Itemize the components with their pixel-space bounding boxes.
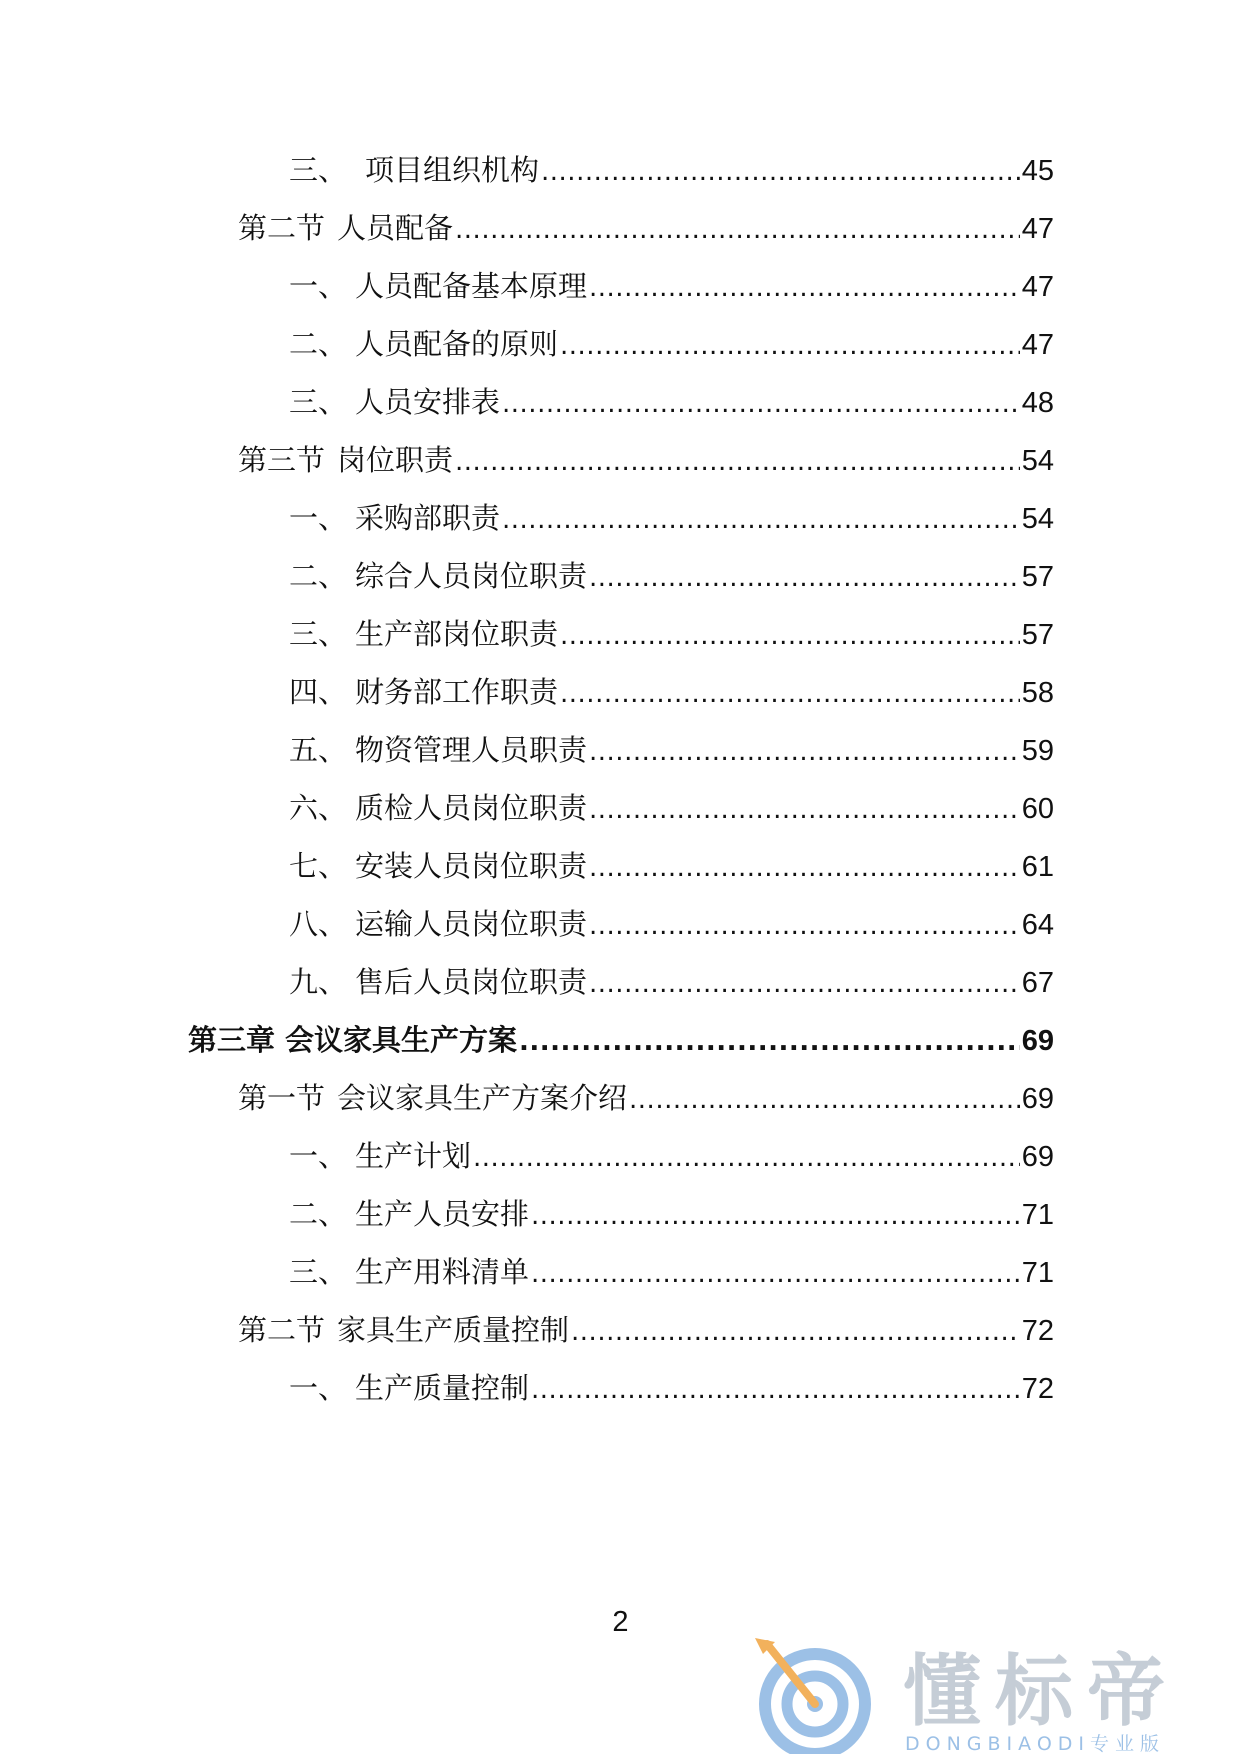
toc-entry-page: 47 — [1021, 213, 1054, 245]
toc-entry-number: 一、 — [289, 501, 348, 535]
toc-entry-page: 71 — [1021, 1199, 1054, 1231]
toc-entry-title: 生产用料清单 — [355, 1255, 530, 1289]
watermark-logo — [745, 1638, 1241, 1754]
toc-entry-number: 一、 — [289, 1139, 348, 1173]
toc-entry-number: 三、 — [289, 617, 348, 651]
toc-entry-title: 物资管理人员职责 — [355, 733, 588, 767]
toc-entry-title: 采购部职责 — [355, 501, 501, 535]
toc-entry[interactable] — [289, 324, 1054, 364]
toc-entry-page: 48 — [1021, 387, 1054, 419]
watermark-subtext: DONGBIAODI专业版 — [905, 1733, 1166, 1754]
toc-entry[interactable] — [289, 614, 1054, 654]
toc-entry-page: 58 — [1021, 677, 1054, 709]
toc-entry[interactable] — [289, 1194, 1054, 1234]
dot-leader — [519, 1022, 1020, 1062]
toc-entry-number: 第三章 — [188, 1023, 276, 1057]
dot-leader — [589, 790, 1020, 830]
toc-entry[interactable] — [289, 1252, 1054, 1292]
toc-entry-chapter[interactable] — [188, 1020, 1054, 1060]
toc-entry-title: 生产人员安排 — [355, 1197, 530, 1231]
toc-entry-title: 安装人员岗位职责 — [355, 849, 588, 883]
toc-entry-title: 会议家具生产方案 — [285, 1023, 518, 1057]
toc-entry-title: 人员配备基本原理 — [355, 269, 588, 303]
toc-entry-page: 69 — [1021, 1025, 1054, 1057]
toc-entry[interactable] — [289, 904, 1054, 944]
toc-entry-title: 财务部工作职责 — [355, 675, 559, 709]
toc-entry-number: 二、 — [289, 1197, 348, 1231]
toc-entry-page: 57 — [1021, 619, 1054, 651]
toc-entry-title: 售后人员岗位职责 — [355, 965, 588, 999]
dot-leader — [560, 616, 1020, 656]
toc-entry-page: 47 — [1021, 329, 1054, 361]
dot-leader — [502, 500, 1020, 540]
toc-entry-title: 项目组织机构 — [365, 153, 540, 187]
toc-entry-number: 五、 — [289, 733, 348, 767]
toc-entry-page: 59 — [1021, 735, 1054, 767]
toc-entry[interactable] — [289, 962, 1054, 1002]
toc-entry-page: 57 — [1021, 561, 1054, 593]
toc-entry-page: 71 — [1021, 1257, 1054, 1289]
dot-leader — [502, 384, 1020, 424]
toc-entry-page: 72 — [1021, 1315, 1054, 1347]
toc-entry[interactable] — [289, 556, 1054, 596]
page-number: 2 — [612, 1606, 629, 1638]
toc-entry-number: 第二节 — [238, 1313, 326, 1347]
toc-entry[interactable] — [289, 846, 1054, 886]
toc-entry-page: 60 — [1021, 793, 1054, 825]
toc-entry[interactable] — [289, 730, 1054, 770]
toc-entry-page: 54 — [1021, 445, 1054, 477]
toc-entry-title: 会议家具生产方案介绍 — [337, 1081, 628, 1115]
toc-entry-title: 家具生产质量控制 — [337, 1313, 570, 1347]
toc-entry[interactable] — [289, 1368, 1054, 1408]
dot-leader — [589, 906, 1020, 946]
dot-leader — [560, 674, 1020, 714]
dot-leader — [531, 1196, 1020, 1236]
toc-entry-title: 人员配备 — [337, 211, 454, 245]
dot-leader — [589, 964, 1020, 1004]
toc-entry-number: 三、 — [289, 385, 348, 419]
dot-leader — [531, 1254, 1020, 1294]
toc-entry-number: 一、 — [289, 1371, 348, 1405]
dot-leader — [629, 1080, 1020, 1120]
dot-leader — [473, 1138, 1020, 1178]
toc-entry[interactable] — [289, 1136, 1054, 1176]
dot-leader — [571, 1312, 1020, 1352]
toc-entry-number: 三、 — [289, 153, 348, 187]
toc-entry-number: 二、 — [289, 327, 348, 361]
toc-entry-number: 六、 — [289, 791, 348, 825]
toc-entry[interactable] — [289, 498, 1054, 538]
toc-entry-title: 生产质量控制 — [355, 1371, 530, 1405]
toc-entry-number: 第三节 — [238, 443, 326, 477]
toc-entry-page: 69 — [1021, 1141, 1054, 1173]
toc-entry-number: 三、 — [289, 1255, 348, 1289]
toc-entry[interactable] — [289, 788, 1054, 828]
dot-leader — [589, 848, 1020, 888]
toc-entry[interactable] — [289, 266, 1054, 306]
dot-leader — [455, 210, 1020, 250]
toc-entry-page: 47 — [1021, 271, 1054, 303]
toc-entry-number: 八、 — [289, 907, 348, 941]
toc-entry-page: 45 — [1021, 155, 1054, 187]
toc-entry-page: 67 — [1021, 967, 1054, 999]
toc-entry-page: 69 — [1021, 1083, 1054, 1115]
dot-leader — [589, 268, 1020, 308]
toc-entry[interactable] — [289, 672, 1054, 712]
dot-leader — [531, 1370, 1020, 1410]
toc-entry-title: 运输人员岗位职责 — [355, 907, 588, 941]
toc-entry-number: 第一节 — [238, 1081, 326, 1115]
toc-entry[interactable] — [289, 382, 1054, 422]
toc-entry-number: 一、 — [289, 269, 348, 303]
toc-entry[interactable] — [238, 1310, 1054, 1350]
toc-entry-title: 人员配备的原则 — [355, 327, 559, 361]
toc-entry-number: 七、 — [289, 849, 348, 883]
toc-entry-title: 生产部岗位职责 — [355, 617, 559, 651]
dot-leader — [560, 326, 1020, 366]
toc-entry-page: 72 — [1021, 1373, 1054, 1405]
toc-entry[interactable] — [238, 440, 1054, 480]
toc-entry[interactable] — [289, 150, 1054, 190]
toc-entry[interactable] — [238, 208, 1054, 248]
toc-entry-number: 九、 — [289, 965, 348, 999]
toc-entry-title: 岗位职责 — [337, 443, 454, 477]
toc-entry-page: 54 — [1021, 503, 1054, 535]
toc-entry-number: 四、 — [289, 675, 348, 709]
toc-entry-page: 61 — [1021, 851, 1054, 883]
dot-leader — [589, 732, 1020, 772]
dot-leader — [589, 558, 1020, 598]
toc-entry-title: 综合人员岗位职责 — [355, 559, 588, 593]
dot-leader — [541, 152, 1020, 192]
target-icon — [755, 1638, 865, 1754]
toc-entry-page: 64 — [1021, 909, 1054, 941]
toc-entry-title: 生产计划 — [355, 1139, 472, 1173]
toc-entry[interactable] — [238, 1078, 1054, 1118]
dot-leader — [455, 442, 1020, 482]
watermark-brand-text: 懂标帝 — [903, 1647, 1180, 1737]
toc-entry-title: 人员安排表 — [355, 385, 501, 419]
toc-entry-number: 第二节 — [238, 211, 326, 245]
toc-entry-number: 二、 — [289, 559, 348, 593]
toc-entry-title: 质检人员岗位职责 — [355, 791, 588, 825]
